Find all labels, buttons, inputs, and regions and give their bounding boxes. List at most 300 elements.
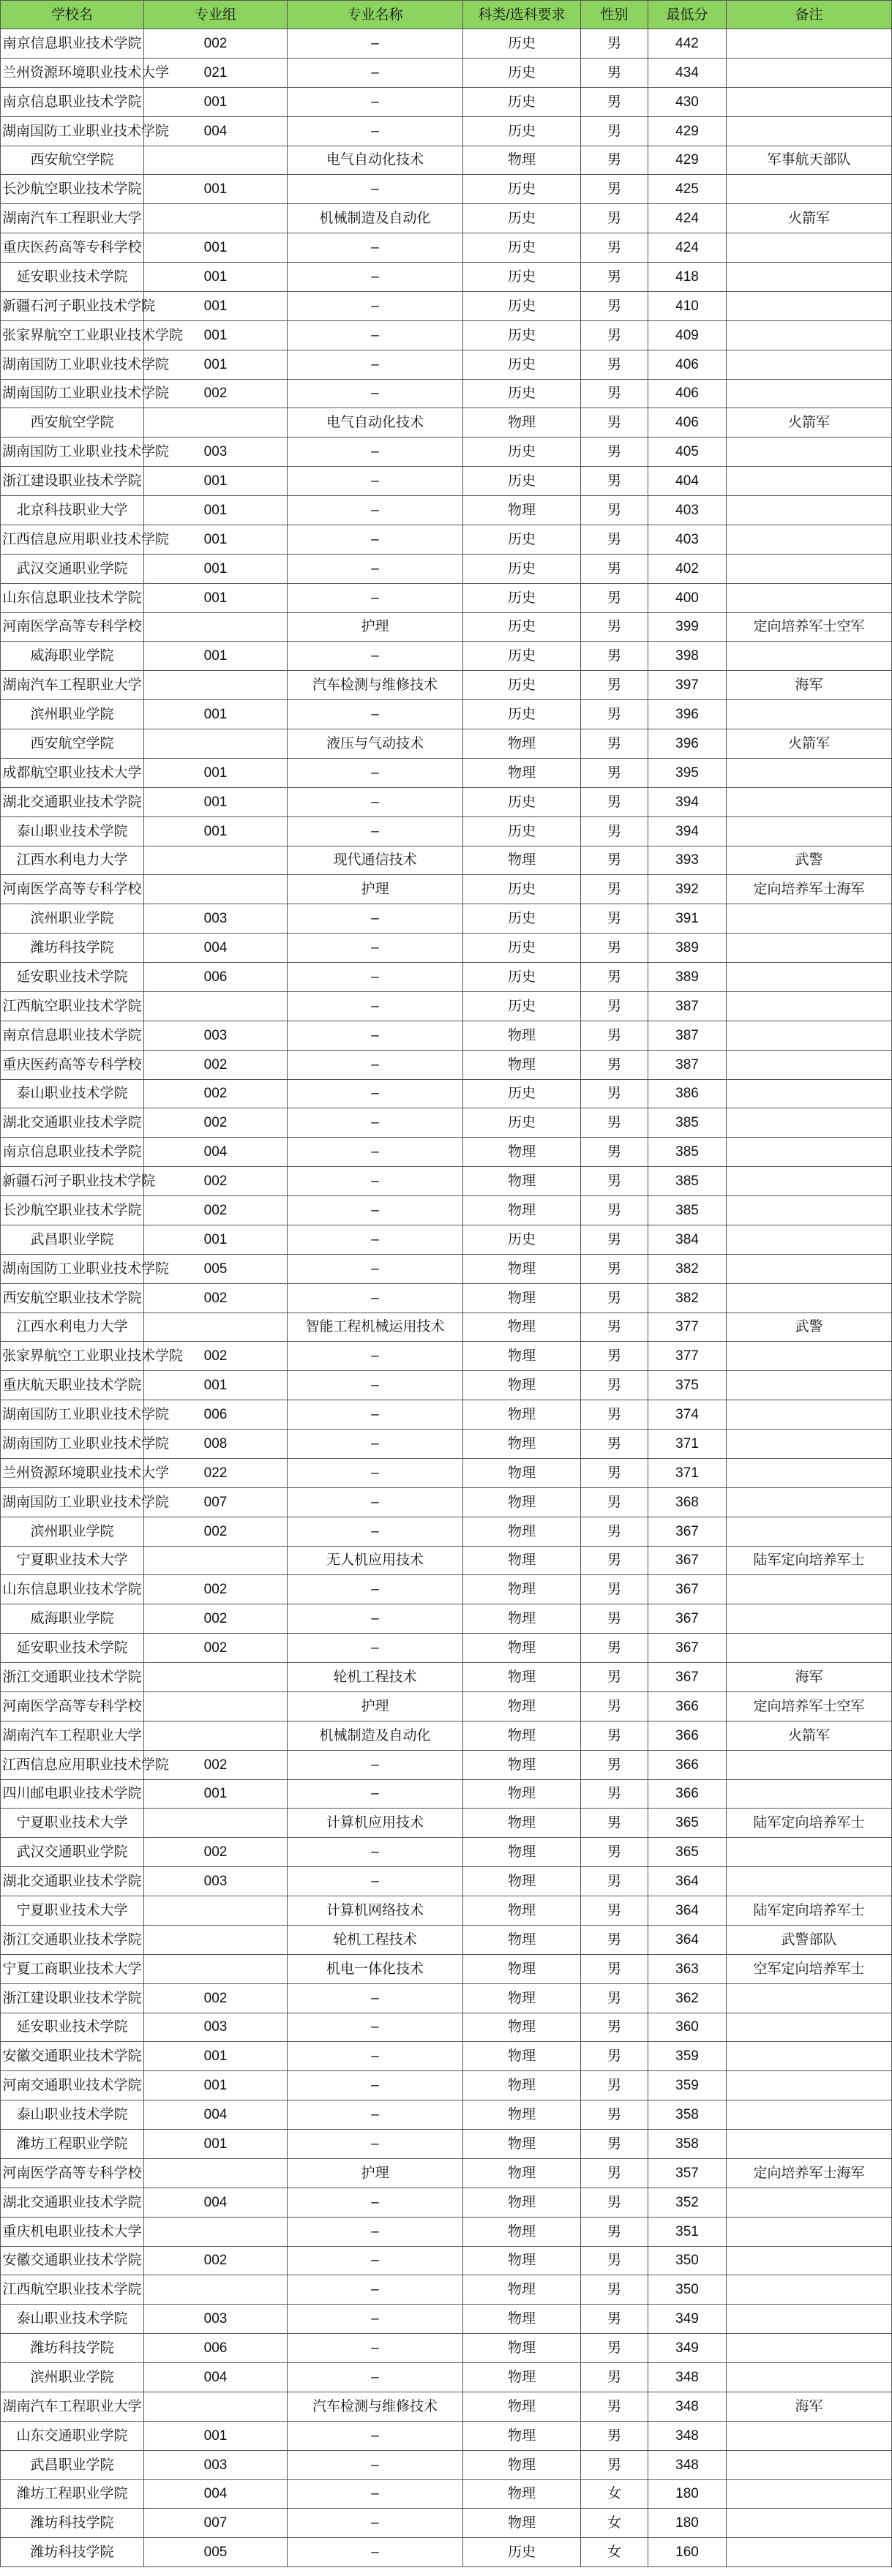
major-name-cell: – <box>288 1750 463 1779</box>
school-name-cell: 湖南汽车工程职业大学 <box>1 204 144 233</box>
subject-requirement-cell: 物理 <box>463 1458 581 1487</box>
major-group-cell: 007 <box>144 2509 288 2538</box>
gender-cell: 男 <box>581 379 648 408</box>
major-name-cell: – <box>288 1487 463 1517</box>
major-group-cell <box>144 846 288 875</box>
subject-requirement-cell: 历史 <box>463 991 581 1021</box>
major-name-cell: – <box>288 467 463 496</box>
subject-requirement-cell: 物理 <box>463 1634 581 1663</box>
remarks-cell <box>727 1634 892 1663</box>
table-row <box>1 2158 892 2188</box>
school-name-cell: 河南医学高等专科学校 <box>1 875 144 904</box>
gender-cell: 男 <box>581 175 648 204</box>
subject-requirement-cell: 历史 <box>463 904 581 934</box>
major-name-cell: 汽车检测与维修技术 <box>288 671 463 700</box>
subject-requirement-cell: 历史 <box>463 525 581 554</box>
table-row <box>1 2246 892 2275</box>
school-name-cell: 江西水利电力大学 <box>1 846 144 875</box>
remarks-cell <box>727 1400 892 1430</box>
min-score-cell: 377 <box>648 1342 727 1371</box>
school-name-cell: 潍坊科技学院 <box>1 2334 144 2363</box>
remarks-cell: 武警部队 <box>727 1925 892 1954</box>
major-name-cell: – <box>288 1779 463 1809</box>
min-score-cell: 424 <box>648 204 727 233</box>
remarks-cell: 陆军定向培养军士 <box>727 1809 892 1838</box>
major-name-cell: – <box>288 1575 463 1604</box>
min-score-cell: 396 <box>648 700 727 729</box>
major-group-cell: 002 <box>144 1167 288 1196</box>
school-name-cell: 江西信息应用职业技术学院 <box>1 525 144 554</box>
remarks-cell <box>727 1838 892 1867</box>
header-remarks: 备注 <box>727 1 892 29</box>
table-row <box>1 1050 892 1079</box>
major-name-cell: – <box>288 2450 463 2479</box>
major-name-cell: – <box>288 2071 463 2100</box>
table-row <box>1 320 892 350</box>
min-score-cell: 367 <box>648 1663 727 1692</box>
major-group-cell <box>144 408 288 438</box>
min-score-cell: 364 <box>648 1867 727 1896</box>
remarks-cell <box>727 1371 892 1400</box>
remarks-cell: 海军 <box>727 1663 892 1692</box>
gender-cell: 男 <box>581 1809 648 1838</box>
subject-requirement-cell: 历史 <box>463 554 581 583</box>
min-score-cell: 371 <box>648 1430 727 1459</box>
table-row <box>1 1867 892 1896</box>
table-row <box>1 1138 892 1167</box>
min-score-cell: 418 <box>648 263 727 292</box>
major-group-cell <box>144 1721 288 1750</box>
remarks-cell <box>727 1517 892 1546</box>
table-row <box>1 991 892 1021</box>
major-group-cell: 002 <box>144 1604 288 1634</box>
subject-requirement-cell: 物理 <box>463 2071 581 2100</box>
min-score-cell: 397 <box>648 671 727 700</box>
school-name-cell: 延安职业技术学院 <box>1 263 144 292</box>
subject-requirement-cell: 物理 <box>463 1867 581 1896</box>
subject-requirement-cell: 物理 <box>463 1809 581 1838</box>
remarks-cell <box>727 320 892 350</box>
table-row <box>1 554 892 583</box>
table-row <box>1 758 892 787</box>
min-score-cell: 396 <box>648 729 727 759</box>
table-row <box>1 2334 892 2363</box>
remarks-cell <box>727 2071 892 2100</box>
remarks-cell <box>727 233 892 263</box>
min-score-cell: 429 <box>648 116 727 146</box>
table-row <box>1 1342 892 1371</box>
min-score-cell: 442 <box>648 29 727 59</box>
major-name-cell: – <box>288 1225 463 1254</box>
major-group-cell <box>144 1663 288 1692</box>
major-group-cell: 004 <box>144 2100 288 2130</box>
header-school-name: 学校名 <box>1 1 144 29</box>
major-group-cell: 005 <box>144 2538 288 2567</box>
subject-requirement-cell: 物理 <box>463 2275 581 2305</box>
table-row <box>1 2305 892 2334</box>
remarks-cell: 海军 <box>727 671 892 700</box>
major-name-cell: – <box>288 2217 463 2246</box>
min-score-cell: 366 <box>648 1691 727 1721</box>
gender-cell: 男 <box>581 700 648 729</box>
subject-requirement-cell: 物理 <box>463 758 581 787</box>
remarks-cell <box>727 583 892 612</box>
subject-requirement-cell: 物理 <box>463 1838 581 1867</box>
table-row <box>1 1691 892 1721</box>
remarks-cell <box>727 1575 892 1604</box>
table-row <box>1 1750 892 1779</box>
major-name-cell: 现代通信技术 <box>288 846 463 875</box>
gender-cell: 男 <box>581 1313 648 1342</box>
major-group-cell: 001 <box>144 87 288 116</box>
major-name-cell: – <box>288 1400 463 1430</box>
school-name-cell: 湖南国防工业职业技术学院 <box>1 1254 144 1283</box>
major-name-cell: – <box>288 29 463 59</box>
remarks-cell <box>727 758 892 787</box>
gender-cell: 男 <box>581 1517 648 1546</box>
subject-requirement-cell: 物理 <box>463 1196 581 1225</box>
remarks-cell: 定向培养军士空军 <box>727 612 892 642</box>
gender-cell: 男 <box>581 2421 648 2450</box>
remarks-cell <box>727 1108 892 1138</box>
school-name-cell: 滨州职业学院 <box>1 904 144 934</box>
major-group-cell <box>144 146 288 175</box>
gender-cell: 男 <box>581 204 648 233</box>
subject-requirement-cell: 历史 <box>463 963 581 992</box>
table-row <box>1 350 892 379</box>
major-name-cell: 护理 <box>288 875 463 904</box>
min-score-cell: 349 <box>648 2334 727 2363</box>
gender-cell: 男 <box>581 787 648 816</box>
school-name-cell: 新疆石河子职业技术学院 <box>1 1167 144 1196</box>
table-row <box>1 1079 892 1108</box>
school-name-cell: 江西航空职业技术学院 <box>1 2275 144 2305</box>
major-name-cell: – <box>288 787 463 816</box>
major-group-cell: 001 <box>144 1225 288 1254</box>
table-row <box>1 175 892 204</box>
major-group-cell: 001 <box>144 233 288 263</box>
remarks-cell: 海军 <box>727 2392 892 2421</box>
school-name-cell: 山东交通职业学院 <box>1 2421 144 2450</box>
min-score-cell: 180 <box>648 2479 727 2509</box>
min-score-cell: 348 <box>648 2450 727 2479</box>
header-major-group: 专业组 <box>144 1 288 29</box>
major-group-cell <box>144 2217 288 2246</box>
min-score-cell: 405 <box>648 438 727 467</box>
table-row <box>1 1021 892 1050</box>
school-name-cell: 湖北交通职业技术学院 <box>1 787 144 816</box>
min-score-cell: 403 <box>648 525 727 554</box>
subject-requirement-cell: 物理 <box>463 2479 581 2509</box>
major-group-cell: 001 <box>144 554 288 583</box>
remarks-cell <box>727 2246 892 2275</box>
major-group-cell: 001 <box>144 496 288 525</box>
min-score-cell: 387 <box>648 991 727 1021</box>
school-name-cell: 长沙航空职业技术学院 <box>1 175 144 204</box>
table-row <box>1 2450 892 2479</box>
table-row <box>1 1400 892 1430</box>
school-name-cell: 湖南国防工业职业技术学院 <box>1 1430 144 1459</box>
remarks-cell <box>727 2013 892 2042</box>
min-score-cell: 348 <box>648 2392 727 2421</box>
major-name-cell: – <box>288 1458 463 1487</box>
major-name-cell: – <box>288 1838 463 1867</box>
table-row <box>1 875 892 904</box>
min-score-cell: 352 <box>648 2188 727 2217</box>
min-score-cell: 358 <box>648 2100 727 2130</box>
major-group-cell <box>144 1313 288 1342</box>
gender-cell: 男 <box>581 496 648 525</box>
table-row <box>1 1458 892 1487</box>
table-row <box>1 2188 892 2217</box>
remarks-cell <box>727 1983 892 2013</box>
table-row <box>1 700 892 729</box>
major-group-cell <box>144 1925 288 1954</box>
school-name-cell: 山东信息职业技术学院 <box>1 583 144 612</box>
min-score-cell: 366 <box>648 1779 727 1809</box>
major-group-cell: 003 <box>144 2305 288 2334</box>
school-name-cell: 潍坊工程职业学院 <box>1 2130 144 2159</box>
major-name-cell: 电气自动化技术 <box>288 408 463 438</box>
gender-cell: 男 <box>581 2130 648 2159</box>
table-row <box>1 2509 892 2538</box>
min-score-cell: 368 <box>648 1487 727 1517</box>
table-row <box>1 963 892 992</box>
major-name-cell: 无人机应用技术 <box>288 1546 463 1575</box>
remarks-cell <box>727 1138 892 1167</box>
min-score-cell: 367 <box>648 1546 727 1575</box>
school-name-cell: 武昌职业学院 <box>1 2450 144 2479</box>
subject-requirement-cell: 物理 <box>463 1750 581 1779</box>
table-row <box>1 1663 892 1692</box>
major-group-cell: 004 <box>144 934 288 963</box>
school-name-cell: 泰山职业技术学院 <box>1 1079 144 1108</box>
major-group-cell: 001 <box>144 1779 288 1809</box>
table-row <box>1 1809 892 1838</box>
gender-cell: 男 <box>581 1896 648 1926</box>
subject-requirement-cell: 历史 <box>463 438 581 467</box>
gender-cell: 男 <box>581 1225 648 1254</box>
subject-requirement-cell: 历史 <box>463 87 581 116</box>
gender-cell: 男 <box>581 263 648 292</box>
remarks-cell <box>727 1225 892 1254</box>
subject-requirement-cell: 历史 <box>463 29 581 59</box>
major-group-cell: 001 <box>144 2130 288 2159</box>
major-group-cell: 007 <box>144 1487 288 1517</box>
school-name-cell: 河南医学高等专科学校 <box>1 612 144 642</box>
min-score-cell: 398 <box>648 642 727 671</box>
gender-cell: 男 <box>581 1954 648 1983</box>
remarks-cell <box>727 1254 892 1283</box>
major-name-cell: – <box>288 642 463 671</box>
major-group-cell: 001 <box>144 583 288 612</box>
subject-requirement-cell: 历史 <box>463 175 581 204</box>
remarks-cell <box>727 554 892 583</box>
gender-cell: 男 <box>581 291 648 320</box>
major-name-cell: – <box>288 1604 463 1634</box>
table-row <box>1 1487 892 1517</box>
min-score-cell: 402 <box>648 554 727 583</box>
subject-requirement-cell: 物理 <box>463 2450 581 2479</box>
school-name-cell: 滨州职业学院 <box>1 1517 144 1546</box>
table-row <box>1 1838 892 1867</box>
table-row <box>1 729 892 759</box>
gender-cell: 男 <box>581 320 648 350</box>
major-name-cell: 护理 <box>288 2158 463 2188</box>
major-group-cell: 004 <box>144 1138 288 1167</box>
remarks-cell <box>727 934 892 963</box>
major-name-cell: – <box>288 1283 463 1313</box>
table-row <box>1 1225 892 1254</box>
school-name-cell: 南京信息职业技术学院 <box>1 87 144 116</box>
table-row <box>1 438 892 467</box>
major-group-cell: 003 <box>144 1021 288 1050</box>
major-group-cell: 002 <box>144 1838 288 1867</box>
subject-requirement-cell: 物理 <box>463 2334 581 2363</box>
major-name-cell: – <box>288 58 463 87</box>
major-name-cell: – <box>288 496 463 525</box>
min-score-cell: 406 <box>648 379 727 408</box>
remarks-cell <box>727 642 892 671</box>
gender-cell: 男 <box>581 583 648 612</box>
gender-cell: 男 <box>581 642 648 671</box>
gender-cell: 男 <box>581 2450 648 2479</box>
remarks-cell <box>727 263 892 292</box>
school-name-cell: 张家界航空工业职业技术学院 <box>1 1342 144 1371</box>
major-name-cell: – <box>288 904 463 934</box>
school-name-cell: 滨州职业学院 <box>1 700 144 729</box>
gender-cell: 男 <box>581 1546 648 1575</box>
min-score-cell: 387 <box>648 1050 727 1079</box>
table-row <box>1 1517 892 1546</box>
major-group-cell: 004 <box>144 2188 288 2217</box>
school-name-cell: 重庆航天职业技术学院 <box>1 1371 144 1400</box>
min-score-cell: 391 <box>648 904 727 934</box>
subject-requirement-cell: 历史 <box>463 116 581 146</box>
table-row <box>1 58 892 87</box>
major-group-cell: 005 <box>144 1254 288 1283</box>
major-group-cell: 001 <box>144 350 288 379</box>
major-group-cell: 001 <box>144 2421 288 2450</box>
min-score-cell: 429 <box>648 146 727 175</box>
major-name-cell: – <box>288 438 463 467</box>
remarks-cell <box>727 87 892 116</box>
gender-cell: 男 <box>581 1604 648 1634</box>
major-group-cell: 022 <box>144 1458 288 1487</box>
table-row <box>1 1575 892 1604</box>
remarks-cell <box>727 991 892 1021</box>
gender-cell: 男 <box>581 758 648 787</box>
major-name-cell: – <box>288 1517 463 1546</box>
gender-cell: 男 <box>581 2217 648 2246</box>
major-group-cell: 006 <box>144 963 288 992</box>
min-score-cell: 367 <box>648 1575 727 1604</box>
subject-requirement-cell: 历史 <box>463 467 581 496</box>
min-score-cell: 395 <box>648 758 727 787</box>
table-row <box>1 1983 892 2013</box>
major-group-cell: 004 <box>144 2479 288 2509</box>
school-name-cell: 西安航空学院 <box>1 146 144 175</box>
major-name-cell: – <box>288 350 463 379</box>
school-name-cell: 浙江建设职业技术学院 <box>1 467 144 496</box>
subject-requirement-cell: 物理 <box>463 1342 581 1371</box>
subject-requirement-cell: 物理 <box>463 1896 581 1926</box>
gender-cell: 男 <box>581 1371 648 1400</box>
school-name-cell: 南京信息职业技术学院 <box>1 1021 144 1050</box>
major-name-cell: – <box>288 583 463 612</box>
gender-cell: 男 <box>581 991 648 1021</box>
subject-requirement-cell: 物理 <box>463 2188 581 2217</box>
school-name-cell: 浙江建设职业技术学院 <box>1 1983 144 2013</box>
school-name-cell: 威海职业学院 <box>1 1604 144 1634</box>
min-score-cell: 384 <box>648 1225 727 1254</box>
major-name-cell: – <box>288 700 463 729</box>
subject-requirement-cell: 历史 <box>463 612 581 642</box>
min-score-cell: 371 <box>648 1458 727 1487</box>
table-row <box>1 2013 892 2042</box>
school-name-cell: 泰山职业技术学院 <box>1 816 144 846</box>
table-row <box>1 787 892 816</box>
remarks-cell: 空军定向培养军士 <box>727 1954 892 1983</box>
major-name-cell: – <box>288 379 463 408</box>
major-name-cell: – <box>288 1196 463 1225</box>
major-name-cell: 机电一体化技术 <box>288 1954 463 1983</box>
table-row <box>1 1925 892 1954</box>
remarks-cell: 火箭军 <box>727 408 892 438</box>
gender-cell: 男 <box>581 1138 648 1167</box>
gender-cell: 男 <box>581 525 648 554</box>
gender-cell: 男 <box>581 2363 648 2392</box>
remarks-cell <box>727 2275 892 2305</box>
gender-cell: 男 <box>581 1254 648 1283</box>
remarks-cell <box>727 1021 892 1050</box>
school-name-cell: 延安职业技术学院 <box>1 2013 144 2042</box>
subject-requirement-cell: 物理 <box>463 1313 581 1342</box>
major-group-cell <box>144 2275 288 2305</box>
major-group-cell: 008 <box>144 1430 288 1459</box>
min-score-cell: 358 <box>648 2130 727 2159</box>
header-gender: 性别 <box>581 1 648 29</box>
table-row <box>1 2479 892 2509</box>
gender-cell: 女 <box>581 2479 648 2509</box>
major-name-cell: – <box>288 934 463 963</box>
school-name-cell: 山东信息职业技术学院 <box>1 1575 144 1604</box>
min-score-cell: 160 <box>648 2538 727 2567</box>
subject-requirement-cell: 历史 <box>463 700 581 729</box>
gender-cell: 男 <box>581 146 648 175</box>
subject-requirement-cell: 历史 <box>463 583 581 612</box>
min-score-cell: 389 <box>648 963 727 992</box>
min-score-cell: 362 <box>648 1983 727 2013</box>
remarks-cell <box>727 1050 892 1079</box>
table-row <box>1 1546 892 1575</box>
min-score-cell: 434 <box>648 58 727 87</box>
subject-requirement-cell: 物理 <box>463 1254 581 1283</box>
major-name-cell: – <box>288 2363 463 2392</box>
school-name-cell: 潍坊科技学院 <box>1 934 144 963</box>
min-score-cell: 393 <box>648 846 727 875</box>
min-score-cell: 385 <box>648 1167 727 1196</box>
min-score-cell: 385 <box>648 1138 727 1167</box>
min-score-cell: 382 <box>648 1283 727 1313</box>
table-row <box>1 87 892 116</box>
school-name-cell: 湖南国防工业职业技术学院 <box>1 350 144 379</box>
min-score-cell: 400 <box>648 583 727 612</box>
gender-cell: 男 <box>581 1779 648 1809</box>
gender-cell: 男 <box>581 2275 648 2305</box>
table-row <box>1 612 892 642</box>
gender-cell: 男 <box>581 2305 648 2334</box>
